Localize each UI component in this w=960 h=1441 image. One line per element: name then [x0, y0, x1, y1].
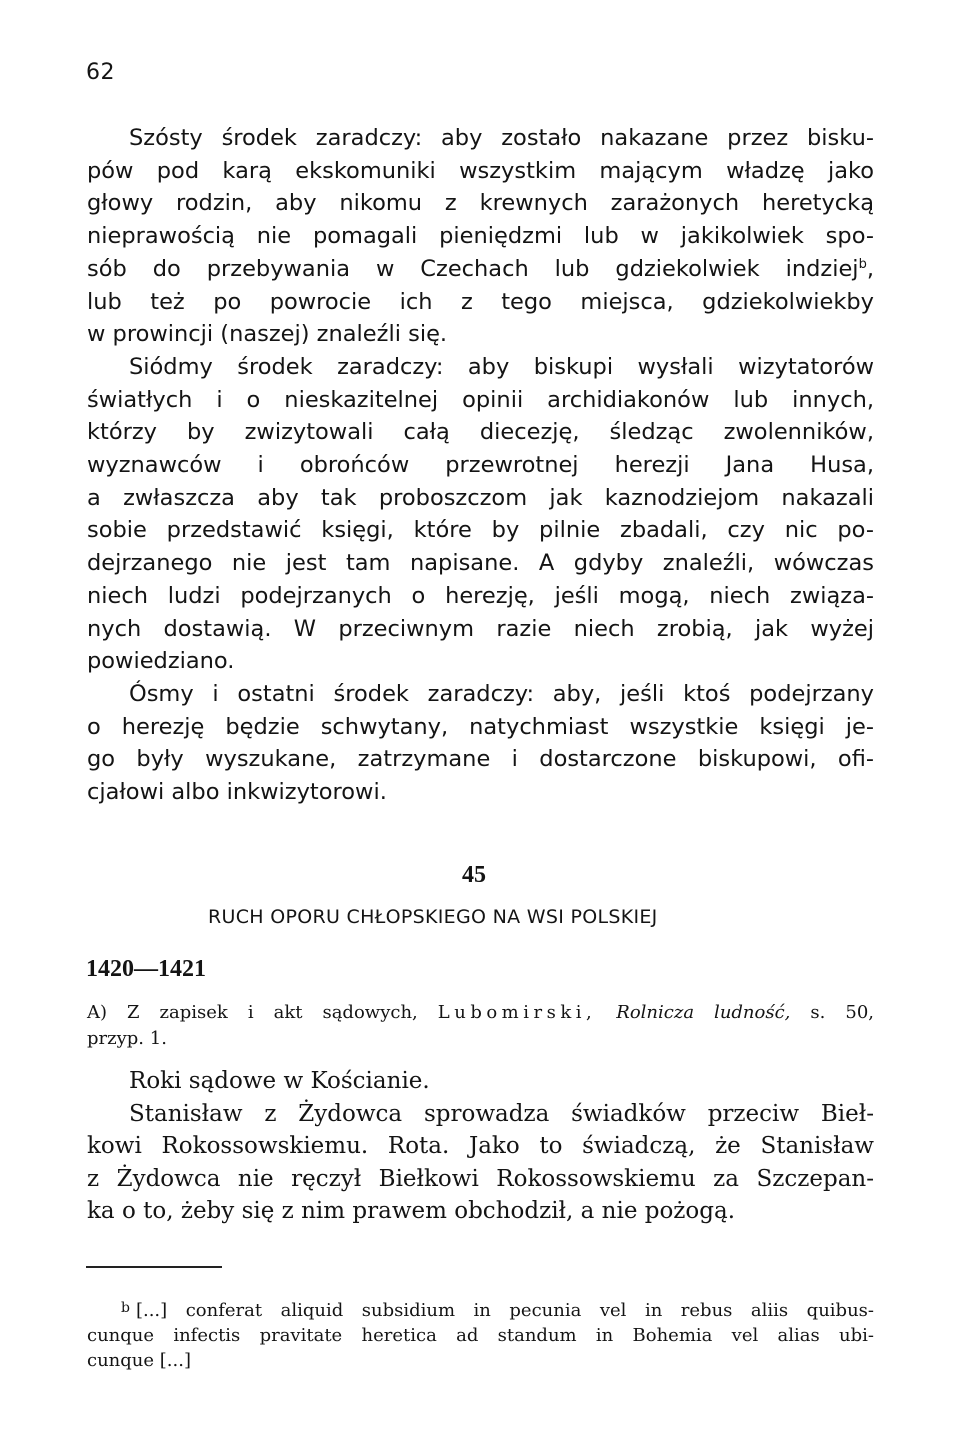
paragraph [87, 122, 874, 351]
footnote [87, 1296, 874, 1373]
text-line: pów pod karą ekskomuniki wszystkim mającym władzę jako [87, 157, 874, 184]
paragraph [87, 678, 874, 809]
text-line: powiedziano. [87, 648, 235, 675]
text-line: Ósmy i ostatni środek zaradczy: aby, jeśli ktoś podejrzany [129, 680, 874, 707]
document-title: RUCH OPORU CHŁOPSKIEGO NA WSI POLSKIEJ [208, 906, 658, 928]
footnote-reference: b [858, 256, 867, 272]
text-line: wyznawców i obrońców przewrotnej herezji Jana Husa, [87, 452, 874, 479]
page-number: 62 [86, 60, 115, 85]
footnote-text: [...] conferat aliquid subsidium in pecunia vel in rebus aliis quibus- [135, 1300, 874, 1321]
text-line: kowi Rokossowskiemu. Rota. Jako to świadczą, że Stanisław [87, 1133, 874, 1159]
text-line: nieprawością nie pomagali pieniędzmi lub w jakikolwiek spo- [87, 223, 874, 250]
text-line: a zwłaszcza aby tak proboszczom jak kaznodziejom nakazali [87, 484, 874, 511]
main-text-bottom [87, 1065, 874, 1228]
text-line: nych dostawią. W przeciwnym razie niech zrobią, jak wyżej [87, 615, 874, 642]
source-prefix: A) Z zapisek i akt sądowych, [87, 1002, 418, 1023]
paragraph [87, 1098, 874, 1228]
text-line: ka o to, żeby się z nim prawem obchodził, a nie pożogą. [87, 1198, 736, 1224]
text-line: z Żydowca nie ręczył Biełkowi Rokossowskiemu za Szczepan- [87, 1165, 874, 1192]
text-line: sób do przebywania w Czechach lub gdziekolwiek indziej$^b$, [87, 255, 874, 282]
text-line: Stanisław z Żydowca sprowadza świadków przeciw Bieł- [129, 1100, 874, 1127]
document-date: 1420—1421 [86, 956, 206, 982]
footnote-mark: b [121, 1300, 130, 1316]
source-suffix: s. 50, [810, 1002, 875, 1023]
source-line-2: przyp. 1. [87, 1028, 167, 1049]
footnote-line: cunque [...] [87, 1350, 191, 1371]
text-line: o herezję będzie schwytany, natychmiast wszystkie księgi je- [87, 713, 874, 740]
text-line: w prowincji (naszej) znaleźli się. [87, 321, 448, 348]
text-line: światłych i o nieskazitelnej opinii archidiakonów lub innych, [87, 386, 874, 413]
text-line: cjałowi albo inkwizytorowi. [87, 779, 387, 806]
text-line: lub też po powrocie ich z tego miejsca, gdziekolwiekby [87, 288, 874, 315]
footnote-divider [86, 1266, 222, 1268]
text-line: Szósty środek zaradczy: aby zostało nakazane przez bisku- [129, 125, 874, 151]
paragraph [87, 351, 874, 678]
text-line: sobie przedstawić księgi, które by pilnie zbadali, czy nic po- [87, 517, 874, 544]
source-work: Rolnicza ludność, [616, 1002, 791, 1023]
text-line: głowy rodzin, aby nikomu z krewnych zarażonych heretycką [87, 190, 874, 217]
text-line: go były wyszukane, zatrzymane i dostarczone biskupowi, ofi- [87, 746, 874, 773]
text-line: którzy by zwizytowali całą diecezję, śledząc zwolenników, [87, 419, 874, 446]
text-line: niech ludzi podejrzanych o herezję, jeśli mogą, niech związa- [87, 582, 874, 609]
text-line: Roki sądowe w Kościanie. [129, 1068, 430, 1094]
footnote-line [87, 1296, 874, 1323]
source-line-1 [87, 1000, 874, 1026]
document-number: 45 [462, 862, 486, 888]
footnote-line: cunque infectis pravitate heretica ad standum in Bohemia vel alias ubi- [87, 1325, 874, 1346]
source-author: Lubomirski, [437, 1002, 597, 1023]
paragraph [87, 1065, 874, 1098]
text-line: dejrzanego nie jest tam napisane. A gdyby znaleźli, wówczas [87, 550, 874, 577]
text-line: Siódmy środek zaradczy: aby biskupi wysłali wizytatorów [129, 353, 874, 380]
main-text-top [87, 122, 874, 809]
source-citation [87, 1000, 874, 1052]
